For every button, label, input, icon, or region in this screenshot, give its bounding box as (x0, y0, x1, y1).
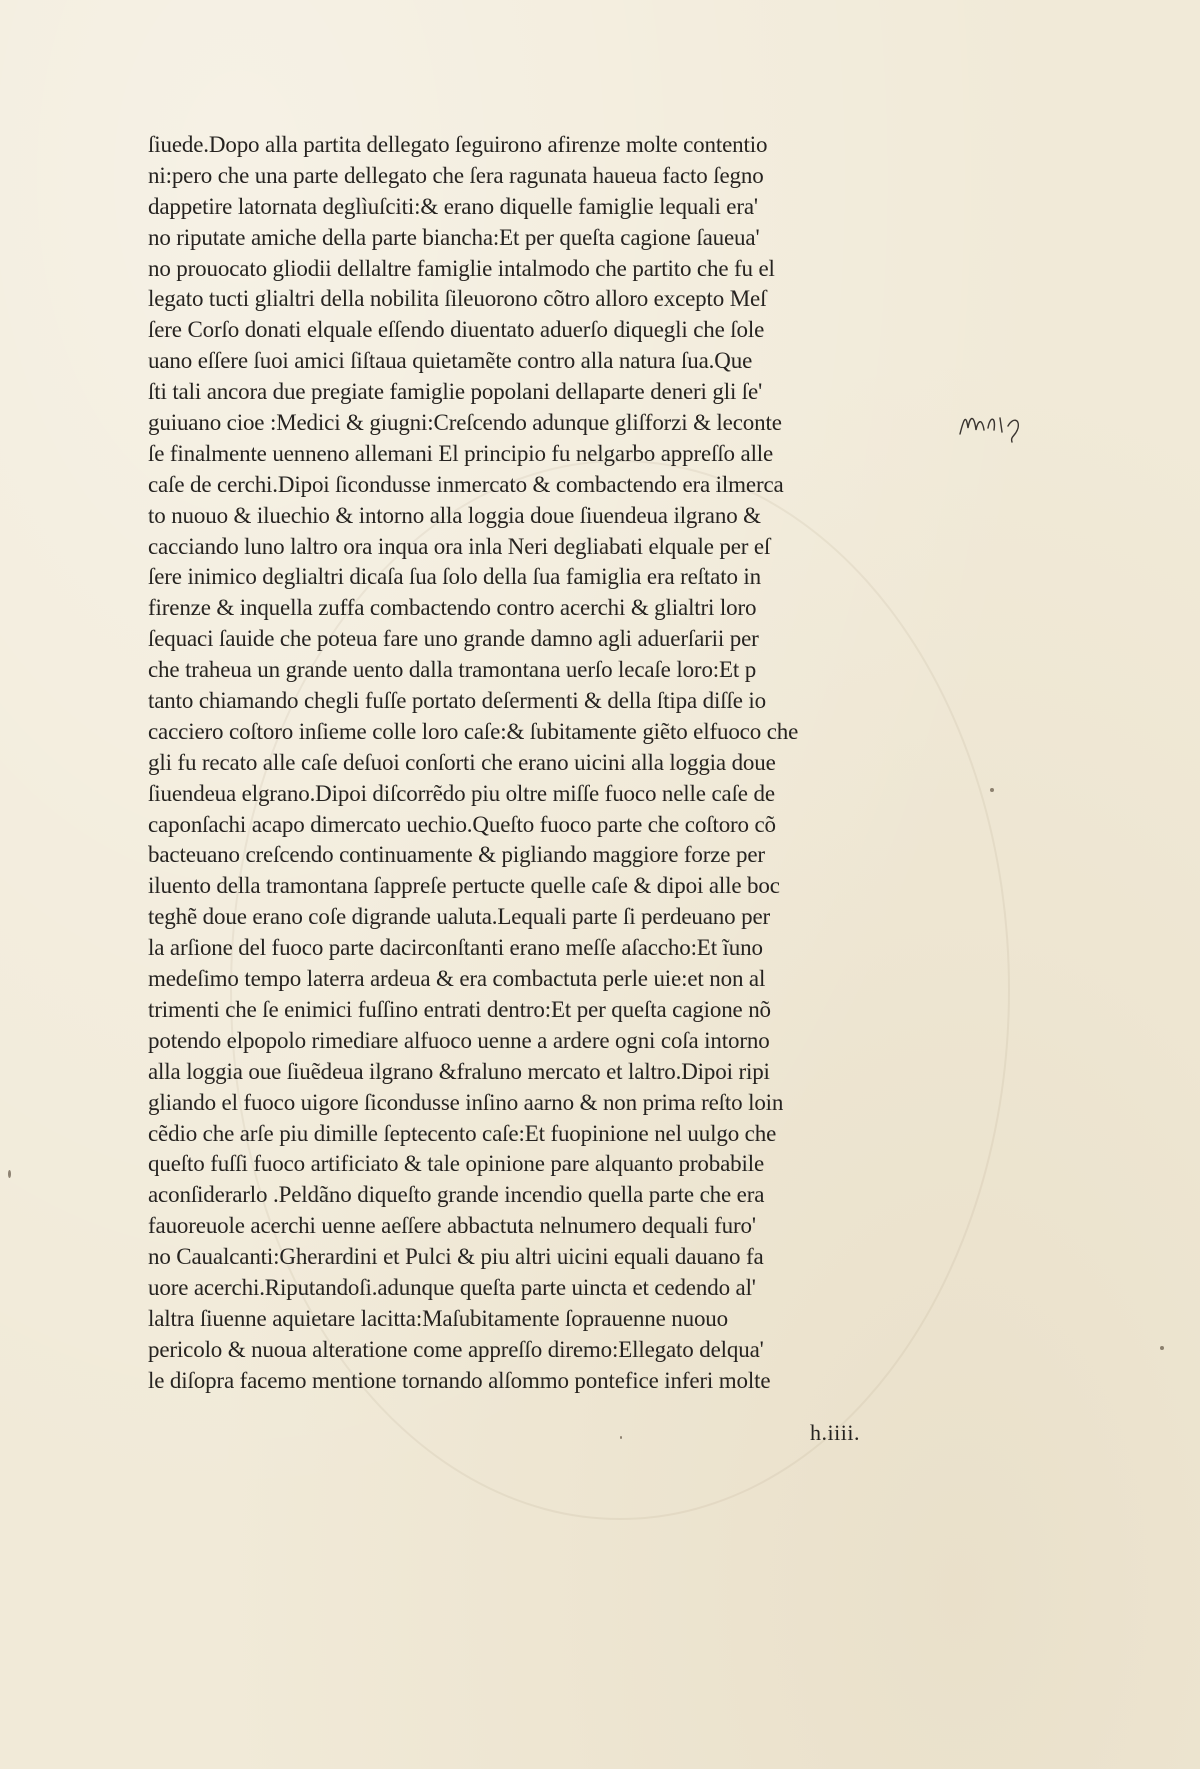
text-line: ſiuede.Dopo alla partita dellegato ſeguirono afirenze molte contentio (148, 132, 768, 157)
text-line: queſto fuſſi fuoco artificiato & tale opinione pare alquanto probabile (148, 1151, 765, 1177)
text-line: ſere Corſo donati elquale eſſendo diuentato aduerſo diquegli che ſole (148, 317, 765, 343)
text-line: laltra ſiuenne aquietare lacitta:Maſubitamente ſoprauenne nuouo (148, 1305, 729, 1331)
text-line: caſe de cerchi.Dipoi ſicondusse inmercato & combactendo era ilmerca (148, 471, 784, 497)
text-line: firenze & inquella zuffa combactendo contro acerchi & glialtri loro (148, 595, 757, 621)
text-line: cẽdio che arſe piu dimille ſeptecento caſe:Et fuopinione nel uulgo che (148, 1120, 777, 1146)
text-line: pericolo & nuoua alteratione come appreſſo diremo:Ellegato delqua' (148, 1336, 764, 1362)
text-line: potendo elpopolo rimediare alfuoco uenne a ardere ogni coſa intorno (148, 1027, 770, 1053)
ink-speck (620, 1436, 622, 1439)
text-line: teghẽ doue erano coſe digrande ualuta.Lequali parte ſi perdeuano per (148, 904, 771, 930)
text-line: dappetire latornata deglìuſciti:& erano diquelle famiglie lequali era' (148, 193, 758, 219)
text-line: no riputate amiche della parte biancha:Et per queſta cagione ſaueua' (148, 224, 760, 250)
text-line: no Caualcanti:Gherardini et Pulci & piu altri uicini equali dauano fa (148, 1244, 764, 1270)
text-line: to nuouo & iluechio & intorno alla loggia doue ſiuendeua ilgrano & (148, 502, 761, 528)
marginal-annotation-icon (956, 406, 1036, 446)
ink-speck (990, 788, 994, 792)
text-line: cacciando luno laltro ora inqua ora inla Neri degliabati elquale per eſ (148, 533, 771, 559)
text-line: tanto chiamando chegli fuſſe portato deſermenti & della ſtipa diſſe io (148, 688, 766, 714)
text-line: no prouocato gliodii dellaltre famiglie intalmodo che partito che fu el (148, 255, 775, 281)
text-line: ſequaci ſauide che poteua fare uno grande damno agli aduerſarii per (148, 626, 759, 652)
text-line: trimenti che ſe enimici fuſſino entrati dentro:Et per queſta cagione nõ (148, 996, 771, 1022)
ink-speck (1160, 1346, 1164, 1350)
text-line: cacciero coſtoro inſieme colle loro caſe:& ſubitamente giẽto elfuoco che (148, 718, 799, 744)
text-line: ſere inimico deglialtri dicaſa ſua ſolo della ſua famiglia era reſtato in (148, 564, 761, 590)
text-line: bacteuano creſcendo continuamente & pigliando maggiore forze per (148, 842, 765, 868)
text-line: la arſione del fuoco parte dacirconſtanti erano meſſe aſaccho:Et ĩuno (148, 935, 763, 961)
text-line: ni:pero che una parte dellegato che ſera ragunata haueua facto ſegno (148, 162, 764, 188)
text-line: iluento della tramontana ſappreſe pertucte quelle caſe & dipoi alle boc (148, 873, 780, 899)
text-line: legato tucti glialtri della nobilita ſileuorono cõtro alloro excepto Meſ (148, 286, 767, 312)
text-line: uore acerchi.Riputandoſi.adunque queſta parte uincta et cedendo al' (148, 1274, 756, 1300)
text-line: gli fu recato alle caſe deſuoi conſorti che erano uicini alla loggia doue (148, 749, 776, 775)
text-line: aconſiderarlo .Peldãno diqueſto grande incendio quella parte che era (148, 1182, 765, 1208)
text-line: guiuano cioe :Medici & giugni:Creſcendo adunque gliſforzi & leconte (148, 410, 782, 436)
ink-speck (8, 1170, 11, 1178)
text-line: le diſopra facemo mentione tornando alſommo pontefice inferi molte (148, 1367, 771, 1393)
text-line: caponſachi acapo dimercato uechio.Queſto fuoco parte che coſtoro cõ (148, 811, 776, 837)
text-line: fauoreuole acerchi uenne aeſſere abbactuta nelnumero dequali furo' (148, 1213, 756, 1239)
page-signature: h.iiii. (810, 1420, 860, 1445)
text-line: ſe finalmente uenneno allemani El principio fu nelgarbo appreſſo alle (148, 440, 774, 466)
text-line: ſiuendeua elgrano.Dipoi diſcorrẽdo piu oltre miſſe fuoco nelle caſe de (148, 780, 775, 806)
text-line: gliando el fuoco uigore ſicondusse inſino aarno & non prima reſto loin (148, 1089, 784, 1115)
text-line: ſti tali ancora due pregiate famiglie popolani dellaparte deneri gli ſe' (148, 379, 763, 405)
text-line: medeſimo tempo laterra ardeua & era combactuta perle uie:et non al (148, 966, 766, 992)
text-line: che traheua un grande uento dalla tramontana uerſo lecaſe loro:Et p (148, 657, 757, 683)
text-line: alla loggia oue ſiuẽdeua ilgrano &fraluno mercato et laltro.Dipoi ripi (148, 1058, 770, 1084)
body-text (148, 130, 908, 1397)
text-line: uano eſſere ſuoi amici ſiſtaua quietamẽte contro alla natura ſua.Que (148, 348, 753, 374)
